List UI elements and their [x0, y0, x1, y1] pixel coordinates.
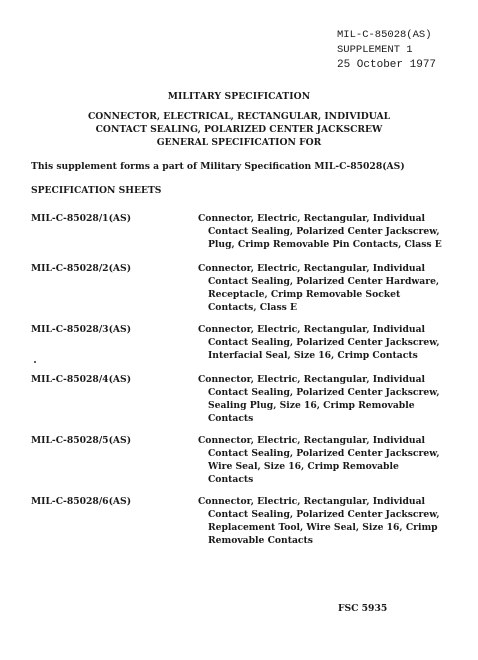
description-line: Contact Sealing, Polarized Center Jackscrew, [208, 509, 440, 520]
description-line: Connector, Electric, Rectangular, Individual [198, 213, 426, 224]
description-line: Removable Contacts [208, 535, 313, 546]
description-line: Sealing Plug, Size 16, Crimp Removable [208, 400, 415, 411]
sheet-description [198, 495, 458, 547]
description-line: Contact Sealing, Polarized Center Jackscrew, [208, 448, 440, 459]
description-line: Plug, Crimp Removable Pin Contacts, Class E [208, 239, 442, 250]
description-line: Connector, Electric, Rectangular, Individual [198, 435, 426, 446]
title-line: CONNECTOR, ELECTRICAL, RECTANGULAR, INDIVIDUAL [87, 111, 391, 122]
header-block [337, 28, 436, 73]
description-line: Contact Sealing, Polarized Center Jackscrew, [208, 387, 440, 398]
sheet-number: MIL-C-85028/5(AS) [31, 435, 132, 446]
description-line: Connector, Electric, Rectangular, Individual [198, 374, 426, 385]
fsc-code: FSC 5935 [338, 603, 388, 614]
description-line: Wire Seal, Size 16, Crimp Removable [208, 461, 399, 472]
stray-mark [34, 361, 36, 363]
description-line: Contact Sealing, Polarized Center Jackscrew, [208, 226, 440, 237]
intro-text: This supplement forms a part of Military Specification MIL-C-85028(AS) [31, 161, 405, 172]
sheet-description [198, 434, 458, 486]
supplement-label: SUPPLEMENT 1 [337, 44, 413, 56]
description-line: Connector, Electric, Rectangular, Individual [198, 263, 426, 274]
title-line: CONTACT SEALING, POLARIZED CENTER JACKSCREW [95, 124, 383, 135]
spec-id: MIL-C-85028(AS) [337, 29, 432, 41]
description-line: Replacement Tool, Wire Seal, Size 16, Crimp [208, 522, 438, 533]
document-type: MILITARY SPECIFICATION [167, 91, 311, 102]
sheet-description [198, 323, 458, 362]
sheet-number: MIL-C-85028/4(AS) [31, 374, 132, 385]
title-line: GENERAL SPECIFICATION FOR [156, 137, 322, 148]
sheet-number: MIL-C-85028/6(AS) [31, 496, 132, 507]
sheet-description [198, 373, 458, 425]
description-line: Interfacial Seal, Size 16, Crimp Contacts [208, 350, 418, 361]
sheet-number: MIL-C-85028/3(AS) [31, 324, 132, 335]
description-line: Contacts, Class E [208, 302, 298, 313]
document-title [0, 110, 478, 149]
sheet-number: MIL-C-85028/1(AS) [31, 213, 132, 224]
description-line: Receptacle, Crimp Removable Socket [208, 289, 401, 300]
sheets-heading: SPECIFICATION SHEETS [31, 185, 162, 196]
sheet-number: MIL-C-85028/2(AS) [31, 263, 132, 274]
description-line: Connector, Electric, Rectangular, Individual [198, 324, 426, 335]
sheet-description [198, 262, 458, 314]
description-line: Contacts [208, 474, 254, 485]
sheet-description [198, 212, 458, 251]
issue-date: 25 October 1977 [337, 59, 437, 71]
description-line: Contact Sealing, Polarized Center Jackscrew, [208, 337, 440, 348]
description-line: Connector, Electric, Rectangular, Individual [198, 496, 426, 507]
description-line: Contacts [208, 413, 254, 424]
description-line: Contact Sealing, Polarized Center Hardware, [208, 276, 440, 287]
